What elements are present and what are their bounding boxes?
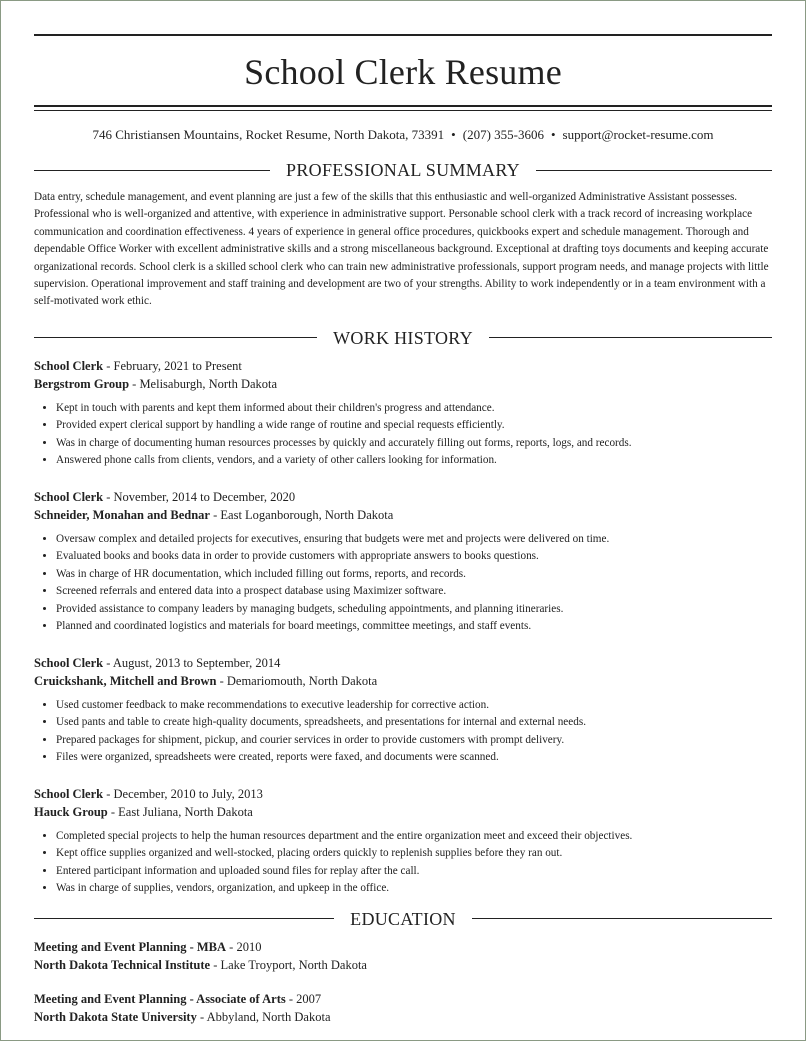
heading-line-left <box>34 170 270 171</box>
heading-line-right <box>472 918 772 919</box>
education-heading-label: EDUCATION <box>350 908 456 929</box>
job-company: Bergstrom Group <box>34 376 130 391</box>
job-dates: - December, 2010 to July, 2013 <box>103 786 263 801</box>
job-company: Schneider, Monahan and Bednar <box>34 507 210 522</box>
job-entry <box>34 357 772 470</box>
job-bullet: • Planned and coordinated logistics and materials for board meetings, committee meetings, and staff events. <box>56 618 772 636</box>
job-location: - East Juliana, North Dakota <box>107 804 253 819</box>
work-history-heading-label: WORK HISTORY <box>333 327 473 348</box>
education-heading <box>34 910 772 928</box>
contact-phone: (207) 355-3606 <box>462 127 544 142</box>
job-bullets <box>34 400 772 470</box>
job-entry <box>34 785 772 898</box>
job-bullet: • Prepared packages for shipment, pickup, and courier services in order to provide customers with prompt delivery. <box>56 732 772 750</box>
job-bullets <box>34 697 772 767</box>
job-bullets <box>34 828 772 898</box>
education-location: - Lake Troyport, North Dakota <box>210 957 367 972</box>
contact-line <box>34 127 772 143</box>
job-bullet: • Screened referrals and entered data into a prospect database using Maximizer software. <box>56 583 772 601</box>
contact-separator: • <box>550 127 556 142</box>
education-school: North Dakota Technical Institute <box>34 957 211 972</box>
title-rule-thin <box>34 110 772 111</box>
job-title: School Clerk <box>34 655 104 670</box>
job-entry <box>34 654 772 767</box>
education-degree: Meeting and Event Planning - MBA <box>34 939 227 954</box>
job-dates: - August, 2013 to September, 2014 <box>103 655 281 670</box>
job-company: Hauck Group <box>34 804 108 819</box>
job-bullet: • Was in charge of documenting human resources processes by quickly and accurately filling out forms, reports, logs, and records. <box>56 435 772 453</box>
work-history-list <box>34 357 772 898</box>
job-dates: - February, 2021 to Present <box>103 358 242 373</box>
job-title: School Clerk <box>34 358 104 373</box>
education-location: - Abbyland, North Dakota <box>196 1009 331 1024</box>
contact-separator: • <box>451 127 456 142</box>
job-company-line <box>34 803 772 821</box>
job-bullet: • Used customer feedback to make recommendations to executive leadership for corrective action. <box>56 697 772 715</box>
job-bullet: • Kept in touch with parents and kept them informed about their children's progress and attendance. <box>56 400 772 418</box>
job-bullet: • Was in charge of supplies, vendors, organization, and upkeep in the office. <box>56 880 772 898</box>
summary-heading <box>34 161 772 179</box>
education-degree-line <box>34 990 772 1008</box>
job-title-line <box>34 488 772 506</box>
education-school-line <box>34 956 772 974</box>
job-bullet: • Entered participant information and uploaded sound files for replay after the call. <box>56 863 772 881</box>
job-bullet: • Provided assistance to company leaders by managing budgets, scheduling appointments, and planning itineraries. <box>56 601 772 619</box>
education-degree: Meeting and Event Planning - Associate of Arts <box>34 991 286 1006</box>
job-bullet: • Answered phone calls from clients, vendors, and a variety of other callers looking for information. <box>56 452 772 470</box>
job-company-line <box>34 672 772 690</box>
job-title-line <box>34 654 772 672</box>
job-title-line <box>34 357 772 375</box>
resume-page <box>34 34 772 1042</box>
job-company-line <box>34 375 772 393</box>
title-rule-thick <box>34 105 772 107</box>
heading-line-right <box>536 170 772 171</box>
education-degree-line <box>34 938 772 956</box>
job-location: - East Loganborough, North Dakota <box>209 507 394 522</box>
job-bullet: • Was in charge of HR documentation, which included filling out forms, reports, and records. <box>56 566 772 584</box>
job-company-line <box>34 506 772 524</box>
job-bullet: • Oversaw complex and detailed projects for executives, ensuring that budgets were met and projects were delivered on time. <box>56 531 772 549</box>
summary-text: Data entry, schedule management, and event planning are just a few of the skills that this enthusiastic and well-organized Administrative Assistant possesses. Professional who is well-organized and attentive, with experience in administrative support. Personable school clerk with a track record of increasing workplace communication and coordination effectiveness. 4 years of experience in general office procedures, quickbooks expert and schedule management. Thorough and dependable Office Worker with excellent administrative skills and a strong miscellaneous background. Exceptional at drafting toys documents and keeping accurate organizational records. School clerk is a skilled school clerk who can train new administrative professionals, support program needs, and manage projects with little supervision. Operational improvement and staff training and development are two of your strengths. Ability to work independently or in a team environment with a self-motivated work ethic. <box>34 191 769 308</box>
education-year: - 2007 <box>285 991 322 1006</box>
job-bullet: • Files were organized, spreadsheets were created, reports were faxed, and documents were scanned. <box>56 749 772 767</box>
job-bullet: • Evaluated books and books data in order to provide customers with appropriate answers to books questions. <box>56 548 772 566</box>
job-title-line <box>34 785 772 803</box>
job-location: - Melisaburgh, North Dakota <box>129 376 278 391</box>
job-entry <box>34 488 772 636</box>
contact-email[interactable]: support@rocket-resume.com <box>562 127 714 142</box>
education-list <box>34 938 772 1026</box>
summary-heading-label: PROFESSIONAL SUMMARY <box>286 160 520 180</box>
heading-line-right <box>489 337 772 338</box>
job-dates: - November, 2014 to December, 2020 <box>103 489 296 504</box>
heading-line-left <box>34 337 317 338</box>
job-bullet: • Completed special projects to help the human resources department and the entire organization meet and exceed their objectives. <box>56 828 772 846</box>
education-school: North Dakota State University <box>34 1009 197 1024</box>
job-location: - Demariomouth, North Dakota <box>216 673 378 688</box>
heading-line-left <box>34 918 334 919</box>
job-bullet: • Kept office supplies organized and well-stocked, placing orders quickly to replenish supplies before they ran out. <box>56 845 772 863</box>
education-entry <box>34 990 772 1026</box>
job-title: School Clerk <box>34 786 104 801</box>
work-history-heading <box>34 329 772 347</box>
education-entry <box>34 938 772 974</box>
education-school-line <box>34 1008 772 1026</box>
job-bullet: • Provided expert clerical support by handling a wide range of routine and special requests efficiently. <box>56 417 772 435</box>
contact-address: 746 Christiansen Mountains, Rocket Resume, North Dakota, 73391 <box>92 127 445 142</box>
job-company: Cruickshank, Mitchell and Brown <box>34 673 217 688</box>
resume-title: School Clerk Resume <box>244 52 562 92</box>
job-title: School Clerk <box>34 489 104 504</box>
education-year: - 2010 <box>226 939 262 954</box>
job-bullets <box>34 531 772 636</box>
job-bullet: • Used pants and table to create high-quality documents, spreadsheets, and presentations for internal and external needs. <box>56 714 772 732</box>
